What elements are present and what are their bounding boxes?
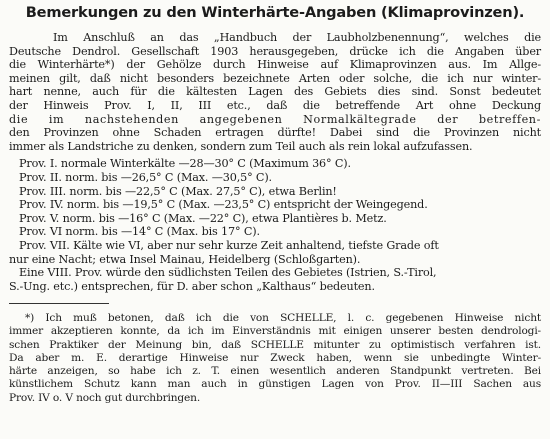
footnote-divider [9,303,109,304]
footnote [9,312,541,404]
intro-line: Deutsche Dendrol. Gesellschaft 1903 herausgegeben, drücke ich die Angaben über [9,44,541,58]
province-item-continuation: nur eine Nacht; etwa Insel Mainau, Heidelberg (Schloßgarten). [9,252,361,266]
province-note: Eine VIII. Prov. würde den südlichsten Teilen des Gebietes (Istrien, S.-Tirol, [19,266,437,280]
province-item: Prov. V. norm. bis —16° C (Max. —22° C), etwa Plantières b. Metz. [19,211,387,225]
footnote-line: immer akzeptieren konnte, da ich im Einverständnis mit einigen unserer besten dendrologi- [9,325,541,338]
footnote-line: *) Ich muß betonen, daß ich die von SCHELLE, l. c. gegebenen Hinweise nicht [25,312,541,325]
footnote-line: härte anzeigen, so habe ich z. T. einen wesentlich anderen Standpunkt vertreten. Bei [9,365,541,378]
intro-line: Im Anschluß an das „Handbuch der Laubholzbenennung“, welches die [53,31,541,44]
intro-line: hart nenne, auch für die kältesten Lagen des Gebiets dies sind. Sonst bedeutet [9,85,541,99]
province-item: Prov. I. normale Winterkälte —28—30° C (Maximum 36° C). [19,157,351,171]
footnote-line: Da aber m. E. derartige Hinweise nur Zweck haben, wenn sie unbedingte Winter- [9,351,541,364]
province-item: Prov. IV. norm. bis —19,5° C (Max. —23,5° C) entspricht der Weingegend. [19,198,428,212]
intro-line: die im nachstehenden angegebenen Normalkältegrade der betreffen- [9,112,541,126]
province-list [9,157,541,293]
footnote-line: Prov. IV o. V noch gut durchbringen. [9,391,201,404]
province-item: Prov. VI norm. bis —14° C (Max. bis 17° C). [19,225,260,239]
intro-paragraph [9,31,541,153]
document-title: Bemerkungen zu den Winterhärte-Angaben (Klimaprovinzen). [25,4,525,21]
province-item: Prov. II. norm. bis —26,5° C (Max. —30,5° C). [19,170,272,184]
intro-line: immer als Landstriche zu denken, sondern zum Teil auch als rein lokal aufzufassen. [9,139,473,153]
intro-line: meinen gilt, daß nicht besonders bezeichnete Arten oder solche, die ich nur winter- [9,71,541,85]
province-item: Prov. VII. Kälte wie VI, aber nur sehr kurze Zeit anhaltend, tiefste Grade oft [19,238,439,252]
intro-line: den Provinzen ohne Schaden ertragen dürfte! Dabei sind die Provinzen nicht [9,126,541,140]
province-note-continuation: S.-Ung. etc.) entsprechen, für D. aber schon „Kalthaus“ bedeuten. [9,279,375,293]
footnote-line: künstlichem Schutz kann man auch in günstigen Lagen von Prov. II—III Sachen aus [9,378,541,391]
province-item: Prov. III. norm. bis —22,5° C (Max. 27,5° C), etwa Berlin! [19,184,337,198]
intro-line: der Hinweis Prov. I, II, III etc., daß die betreffende Art ohne Deckung [9,98,541,112]
intro-line: die Winterhärte*) der Gehölze durch Hinweise auf Klimaprovinzen aus. Im Allge- [9,58,541,72]
footnote-line: schen Praktiker der Meinung bin, daß SCHELLE mitunter zu optimistisch verfahren ist. [9,338,541,351]
